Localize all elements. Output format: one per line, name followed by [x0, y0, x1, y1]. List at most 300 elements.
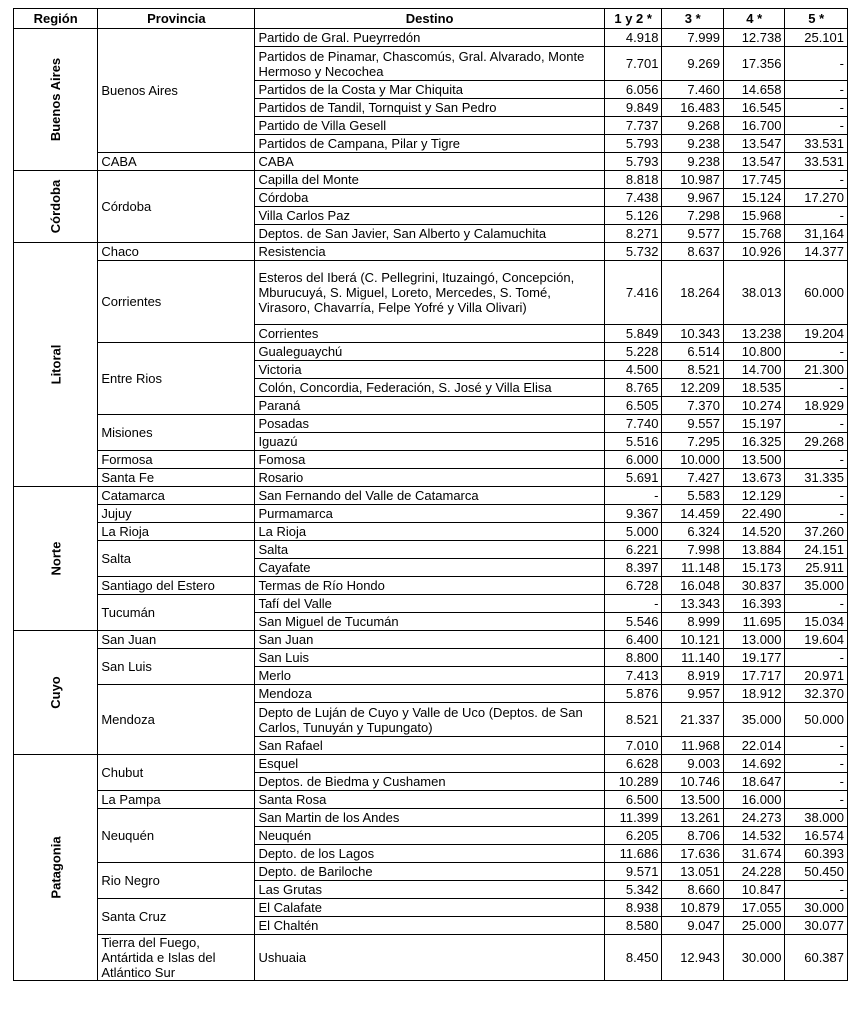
price-5-cell: 50.450: [785, 863, 848, 881]
price-3-cell: 6.324: [662, 523, 724, 541]
province-cell: Chubut: [98, 755, 255, 791]
price-1-2-cell: 5.793: [604, 153, 662, 171]
province-cell: Buenos Aires: [98, 29, 255, 153]
price-3-cell: 18.264: [662, 261, 724, 325]
province-cell: San Juan: [98, 631, 255, 649]
table-row: [14, 577, 848, 595]
price-4-cell: 13.500: [723, 451, 785, 469]
price-1-2-cell: 6.400: [604, 631, 662, 649]
province-cell: La Pampa: [98, 791, 255, 809]
price-1-2-cell: 8.580: [604, 917, 662, 935]
price-3-cell: 9.967: [662, 189, 724, 207]
price-4-cell: 12.129: [723, 487, 785, 505]
price-4-cell: 22.014: [723, 737, 785, 755]
destination-cell: Paraná: [255, 397, 604, 415]
price-3-cell: 9.238: [662, 153, 724, 171]
price-1-2-cell: 8.450: [604, 935, 662, 981]
province-cell: La Rioja: [98, 523, 255, 541]
province-cell: Córdoba: [98, 171, 255, 243]
price-4-cell: 14.692: [723, 755, 785, 773]
destination-cell: Tafí del Valle: [255, 595, 604, 613]
province-cell: Rio Negro: [98, 863, 255, 899]
province-cell: Santa Fe: [98, 469, 255, 487]
price-1-2-cell: 6.221: [604, 541, 662, 559]
price-5-cell: 25.101: [785, 29, 848, 47]
price-3-cell: 12.943: [662, 935, 724, 981]
price-3-cell: 6.514: [662, 343, 724, 361]
header-price-4: 4 *: [723, 9, 785, 29]
price-5-cell: -: [785, 487, 848, 505]
price-5-cell: 32.370: [785, 685, 848, 703]
price-3-cell: 12.209: [662, 379, 724, 397]
price-4-cell: 12.738: [723, 29, 785, 47]
price-3-cell: 7.298: [662, 207, 724, 225]
table-row: [14, 755, 848, 773]
table-row: [14, 649, 848, 667]
price-5-cell: 19.204: [785, 325, 848, 343]
province-cell: Corrientes: [98, 261, 255, 343]
price-3-cell: 8.660: [662, 881, 724, 899]
price-1-2-cell: 8.800: [604, 649, 662, 667]
price-5-cell: 21.300: [785, 361, 848, 379]
province-cell: Formosa: [98, 451, 255, 469]
destination-cell: Partidos de Campana, Pilar y Tigre: [255, 135, 604, 153]
document-page: [13, 8, 848, 981]
destination-cell: San Martin de los Andes: [255, 809, 604, 827]
price-3-cell: 11.968: [662, 737, 724, 755]
price-1-2-cell: 9.571: [604, 863, 662, 881]
header-price-1-2: 1 y 2 *: [604, 9, 662, 29]
prices-table: [13, 8, 848, 981]
province-cell: Santa Cruz: [98, 899, 255, 935]
price-4-cell: 14.520: [723, 523, 785, 541]
price-3-cell: 11.140: [662, 649, 724, 667]
price-5-cell: -: [785, 379, 848, 397]
price-5-cell: -: [785, 649, 848, 667]
price-1-2-cell: 6.205: [604, 827, 662, 845]
price-3-cell: 10.879: [662, 899, 724, 917]
price-1-2-cell: 7.737: [604, 117, 662, 135]
destination-cell: Esquel: [255, 755, 604, 773]
price-1-2-cell: -: [604, 595, 662, 613]
header-price-3: 3 *: [662, 9, 724, 29]
price-3-cell: 7.370: [662, 397, 724, 415]
price-3-cell: 5.583: [662, 487, 724, 505]
price-5-cell: 31,164: [785, 225, 848, 243]
price-3-cell: 10.343: [662, 325, 724, 343]
destination-cell: Termas de Río Hondo: [255, 577, 604, 595]
destination-cell: Deptos. de San Javier, San Alberto y Calamuchita: [255, 225, 604, 243]
price-1-2-cell: 5.228: [604, 343, 662, 361]
destination-cell: Posadas: [255, 415, 604, 433]
destination-cell: Depto. de Bariloche: [255, 863, 604, 881]
table-row: [14, 863, 848, 881]
price-3-cell: 10.121: [662, 631, 724, 649]
price-3-cell: 13.500: [662, 791, 724, 809]
table-row: [14, 415, 848, 433]
price-5-cell: 38.000: [785, 809, 848, 827]
price-5-cell: -: [785, 343, 848, 361]
table-row: [14, 171, 848, 189]
province-cell: Jujuy: [98, 505, 255, 523]
price-4-cell: 14.700: [723, 361, 785, 379]
destination-cell: Salta: [255, 541, 604, 559]
province-cell: Tucumán: [98, 595, 255, 631]
price-5-cell: 60.393: [785, 845, 848, 863]
price-3-cell: 9.238: [662, 135, 724, 153]
price-4-cell: 13.547: [723, 135, 785, 153]
price-1-2-cell: 11.686: [604, 845, 662, 863]
price-3-cell: 7.999: [662, 29, 724, 47]
price-4-cell: 10.274: [723, 397, 785, 415]
price-3-cell: 9.957: [662, 685, 724, 703]
price-4-cell: 19.177: [723, 649, 785, 667]
destination-cell: Partidos de Tandil, Tornquist y San Pedro: [255, 99, 604, 117]
price-4-cell: 31.674: [723, 845, 785, 863]
price-4-cell: 13.547: [723, 153, 785, 171]
price-1-2-cell: 9.367: [604, 505, 662, 523]
price-4-cell: 13.238: [723, 325, 785, 343]
province-cell: Misiones: [98, 415, 255, 451]
destination-cell: Depto. de los Lagos: [255, 845, 604, 863]
price-4-cell: 18.535: [723, 379, 785, 397]
price-1-2-cell: 6.628: [604, 755, 662, 773]
price-1-2-cell: 6.500: [604, 791, 662, 809]
price-5-cell: -: [785, 81, 848, 99]
price-4-cell: 24.228: [723, 863, 785, 881]
price-5-cell: 19.604: [785, 631, 848, 649]
price-5-cell: 18.929: [785, 397, 848, 415]
price-4-cell: 18.912: [723, 685, 785, 703]
destination-cell: San Miguel de Tucumán: [255, 613, 604, 631]
destination-cell: El Calafate: [255, 899, 604, 917]
price-1-2-cell: 8.765: [604, 379, 662, 397]
price-4-cell: 10.847: [723, 881, 785, 899]
table-row: [14, 631, 848, 649]
price-4-cell: 17.717: [723, 667, 785, 685]
province-cell: Entre Rios: [98, 343, 255, 415]
price-5-cell: -: [785, 595, 848, 613]
price-3-cell: 13.261: [662, 809, 724, 827]
table-body: [14, 29, 848, 981]
destination-cell: Depto de Luján de Cuyo y Valle de Uco (Deptos. de San Carlos, Tunuyán y Tupungato): [255, 703, 604, 737]
price-1-2-cell: 5.516: [604, 433, 662, 451]
price-4-cell: 14.532: [723, 827, 785, 845]
price-4-cell: 17.356: [723, 47, 785, 81]
price-5-cell: -: [785, 99, 848, 117]
table-row: [14, 595, 848, 613]
price-4-cell: 15.124: [723, 189, 785, 207]
region-label: Patagonia: [48, 836, 64, 899]
price-1-2-cell: 4.500: [604, 361, 662, 379]
price-1-2-cell: 5.126: [604, 207, 662, 225]
price-3-cell: 8.637: [662, 243, 724, 261]
price-3-cell: 7.460: [662, 81, 724, 99]
price-3-cell: 8.919: [662, 667, 724, 685]
price-3-cell: 9.003: [662, 755, 724, 773]
price-1-2-cell: 7.413: [604, 667, 662, 685]
price-1-2-cell: 6.056: [604, 81, 662, 99]
price-3-cell: 13.051: [662, 863, 724, 881]
table-row: [14, 243, 848, 261]
destination-cell: La Rioja: [255, 523, 604, 541]
price-5-cell: 35.000: [785, 577, 848, 595]
table-row: [14, 29, 848, 47]
price-3-cell: 13.343: [662, 595, 724, 613]
destination-cell: Partidos de la Costa y Mar Chiquita: [255, 81, 604, 99]
price-4-cell: 10.926: [723, 243, 785, 261]
price-4-cell: 16.000: [723, 791, 785, 809]
destination-cell: Neuquén: [255, 827, 604, 845]
price-4-cell: 15.197: [723, 415, 785, 433]
destination-cell: Las Grutas: [255, 881, 604, 899]
table-row: [14, 505, 848, 523]
price-4-cell: 16.393: [723, 595, 785, 613]
province-cell: Catamarca: [98, 487, 255, 505]
price-4-cell: 14.658: [723, 81, 785, 99]
price-5-cell: -: [785, 451, 848, 469]
price-3-cell: 7.295: [662, 433, 724, 451]
price-4-cell: 15.173: [723, 559, 785, 577]
price-1-2-cell: 8.938: [604, 899, 662, 917]
header-province: Provincia: [98, 9, 255, 29]
price-5-cell: -: [785, 171, 848, 189]
price-3-cell: 8.999: [662, 613, 724, 631]
price-4-cell: 16.325: [723, 433, 785, 451]
price-1-2-cell: 5.876: [604, 685, 662, 703]
price-5-cell: 15.034: [785, 613, 848, 631]
price-5-cell: 20.971: [785, 667, 848, 685]
destination-cell: Resistencia: [255, 243, 604, 261]
price-1-2-cell: 7.438: [604, 189, 662, 207]
price-4-cell: 17.055: [723, 899, 785, 917]
destination-cell: Ushuaia: [255, 935, 604, 981]
table-row: [14, 343, 848, 361]
table-row: [14, 523, 848, 541]
price-1-2-cell: 7.416: [604, 261, 662, 325]
destination-cell: Cayafate: [255, 559, 604, 577]
province-cell: Neuquén: [98, 809, 255, 863]
price-4-cell: 15.768: [723, 225, 785, 243]
price-3-cell: 9.269: [662, 47, 724, 81]
price-1-2-cell: 7.740: [604, 415, 662, 433]
price-5-cell: -: [785, 207, 848, 225]
price-4-cell: 18.647: [723, 773, 785, 791]
price-1-2-cell: 5.732: [604, 243, 662, 261]
price-1-2-cell: 8.521: [604, 703, 662, 737]
price-3-cell: 8.521: [662, 361, 724, 379]
price-5-cell: -: [785, 505, 848, 523]
header-price-5: 5 *: [785, 9, 848, 29]
price-4-cell: 15.968: [723, 207, 785, 225]
destination-cell: Corrientes: [255, 325, 604, 343]
table-row: [14, 935, 848, 981]
price-4-cell: 22.490: [723, 505, 785, 523]
price-5-cell: 25.911: [785, 559, 848, 577]
header-destination: Destino: [255, 9, 604, 29]
price-5-cell: 30.000: [785, 899, 848, 917]
price-4-cell: 30.000: [723, 935, 785, 981]
destination-cell: Santa Rosa: [255, 791, 604, 809]
table-row: [14, 487, 848, 505]
region-label: Córdoba: [48, 179, 64, 234]
region-label: Norte: [48, 541, 64, 576]
price-5-cell: -: [785, 415, 848, 433]
price-3-cell: 10.746: [662, 773, 724, 791]
destination-cell: Rosario: [255, 469, 604, 487]
destination-cell: CABA: [255, 153, 604, 171]
destination-cell: Merlo: [255, 667, 604, 685]
price-3-cell: 7.998: [662, 541, 724, 559]
region-label: Cuyo: [48, 676, 64, 709]
destination-cell: San Luis: [255, 649, 604, 667]
price-4-cell: 13.000: [723, 631, 785, 649]
price-1-2-cell: 9.849: [604, 99, 662, 117]
region-cell: [14, 755, 98, 981]
price-5-cell: 24.151: [785, 541, 848, 559]
province-cell: Mendoza: [98, 685, 255, 755]
price-5-cell: -: [785, 773, 848, 791]
province-cell: Chaco: [98, 243, 255, 261]
price-5-cell: 29.268: [785, 433, 848, 451]
price-3-cell: 16.483: [662, 99, 724, 117]
destination-cell: Colón, Concordia, Federación, S. José y Villa Elisa: [255, 379, 604, 397]
price-4-cell: 17.745: [723, 171, 785, 189]
price-4-cell: 11.695: [723, 613, 785, 631]
price-5-cell: 33.531: [785, 135, 848, 153]
price-5-cell: 17.270: [785, 189, 848, 207]
province-cell: San Luis: [98, 649, 255, 685]
price-4-cell: 38.013: [723, 261, 785, 325]
table-row: [14, 153, 848, 171]
price-5-cell: 16.574: [785, 827, 848, 845]
price-1-2-cell: 5.849: [604, 325, 662, 343]
price-4-cell: 16.545: [723, 99, 785, 117]
price-4-cell: 25.000: [723, 917, 785, 935]
price-3-cell: 8.706: [662, 827, 724, 845]
price-1-2-cell: 8.271: [604, 225, 662, 243]
price-1-2-cell: 7.010: [604, 737, 662, 755]
price-3-cell: 9.268: [662, 117, 724, 135]
destination-cell: San Fernando del Valle de Catamarca: [255, 487, 604, 505]
region-cell: [14, 631, 98, 755]
province-cell: Santiago del Estero: [98, 577, 255, 595]
region-cell: [14, 487, 98, 631]
price-4-cell: 30.837: [723, 577, 785, 595]
destination-cell: Capilla del Monte: [255, 171, 604, 189]
price-5-cell: 37.260: [785, 523, 848, 541]
price-4-cell: 13.884: [723, 541, 785, 559]
price-5-cell: -: [785, 791, 848, 809]
price-1-2-cell: 11.399: [604, 809, 662, 827]
table-row: [14, 541, 848, 559]
price-5-cell: 31.335: [785, 469, 848, 487]
province-cell: Tierra del Fuego, Antártida e Islas del Atlántico Sur: [98, 935, 255, 981]
price-1-2-cell: 5.342: [604, 881, 662, 899]
price-3-cell: 17.636: [662, 845, 724, 863]
price-3-cell: 9.047: [662, 917, 724, 935]
table-row: [14, 899, 848, 917]
price-3-cell: 9.557: [662, 415, 724, 433]
header-row: [14, 9, 848, 29]
destination-cell: Iguazú: [255, 433, 604, 451]
price-5-cell: 60.387: [785, 935, 848, 981]
destination-cell: Esteros del Iberá (C. Pellegrini, Ituzaingó, Concepción, Mburucuyá, S. Miguel, Loreto, Mercedes, S. Tomé, Virasoro, Chavarría, Felpe Yofré y Villa Olivari): [255, 261, 604, 325]
table-row: [14, 261, 848, 325]
price-1-2-cell: 5.546: [604, 613, 662, 631]
destination-cell: Córdoba: [255, 189, 604, 207]
price-1-2-cell: 5.691: [604, 469, 662, 487]
price-3-cell: 9.577: [662, 225, 724, 243]
destination-cell: Victoria: [255, 361, 604, 379]
price-1-2-cell: 6.505: [604, 397, 662, 415]
table-row: [14, 809, 848, 827]
price-4-cell: 13.673: [723, 469, 785, 487]
price-3-cell: 14.459: [662, 505, 724, 523]
price-5-cell: -: [785, 755, 848, 773]
price-1-2-cell: 6.000: [604, 451, 662, 469]
region-cell: [14, 171, 98, 243]
price-5-cell: -: [785, 117, 848, 135]
header-region: Región: [14, 9, 98, 29]
destination-cell: Partido de Villa Gesell: [255, 117, 604, 135]
price-5-cell: -: [785, 47, 848, 81]
destination-cell: Mendoza: [255, 685, 604, 703]
destination-cell: San Juan: [255, 631, 604, 649]
destination-cell: Fomosa: [255, 451, 604, 469]
price-3-cell: 10.987: [662, 171, 724, 189]
price-1-2-cell: 5.000: [604, 523, 662, 541]
destination-cell: Purmamarca: [255, 505, 604, 523]
region-cell: [14, 243, 98, 487]
destination-cell: El Chaltén: [255, 917, 604, 935]
table-row: [14, 685, 848, 703]
price-4-cell: 16.700: [723, 117, 785, 135]
province-cell: CABA: [98, 153, 255, 171]
price-5-cell: -: [785, 737, 848, 755]
table-row: [14, 791, 848, 809]
price-5-cell: 14.377: [785, 243, 848, 261]
province-cell: Salta: [98, 541, 255, 577]
price-1-2-cell: 5.793: [604, 135, 662, 153]
price-5-cell: 60.000: [785, 261, 848, 325]
destination-cell: Partidos de Pinamar, Chascomús, Gral. Alvarado, Monte Hermoso y Necochea: [255, 47, 604, 81]
price-1-2-cell: 4.918: [604, 29, 662, 47]
price-3-cell: 16.048: [662, 577, 724, 595]
destination-cell: San Rafael: [255, 737, 604, 755]
destination-cell: Deptos. de Biedma y Cushamen: [255, 773, 604, 791]
destination-cell: Gualeguaychú: [255, 343, 604, 361]
price-4-cell: 10.800: [723, 343, 785, 361]
price-1-2-cell: 6.728: [604, 577, 662, 595]
price-5-cell: 50.000: [785, 703, 848, 737]
price-5-cell: 30.077: [785, 917, 848, 935]
price-5-cell: 33.531: [785, 153, 848, 171]
table-row: [14, 469, 848, 487]
destination-cell: Partido de Gral. Pueyrredón: [255, 29, 604, 47]
price-4-cell: 35.000: [723, 703, 785, 737]
price-1-2-cell: 8.818: [604, 171, 662, 189]
price-3-cell: 7.427: [662, 469, 724, 487]
price-1-2-cell: 8.397: [604, 559, 662, 577]
price-5-cell: -: [785, 881, 848, 899]
price-3-cell: 21.337: [662, 703, 724, 737]
price-3-cell: 10.000: [662, 451, 724, 469]
price-1-2-cell: -: [604, 487, 662, 505]
region-cell: [14, 29, 98, 171]
destination-cell: Villa Carlos Paz: [255, 207, 604, 225]
table-row: [14, 451, 848, 469]
